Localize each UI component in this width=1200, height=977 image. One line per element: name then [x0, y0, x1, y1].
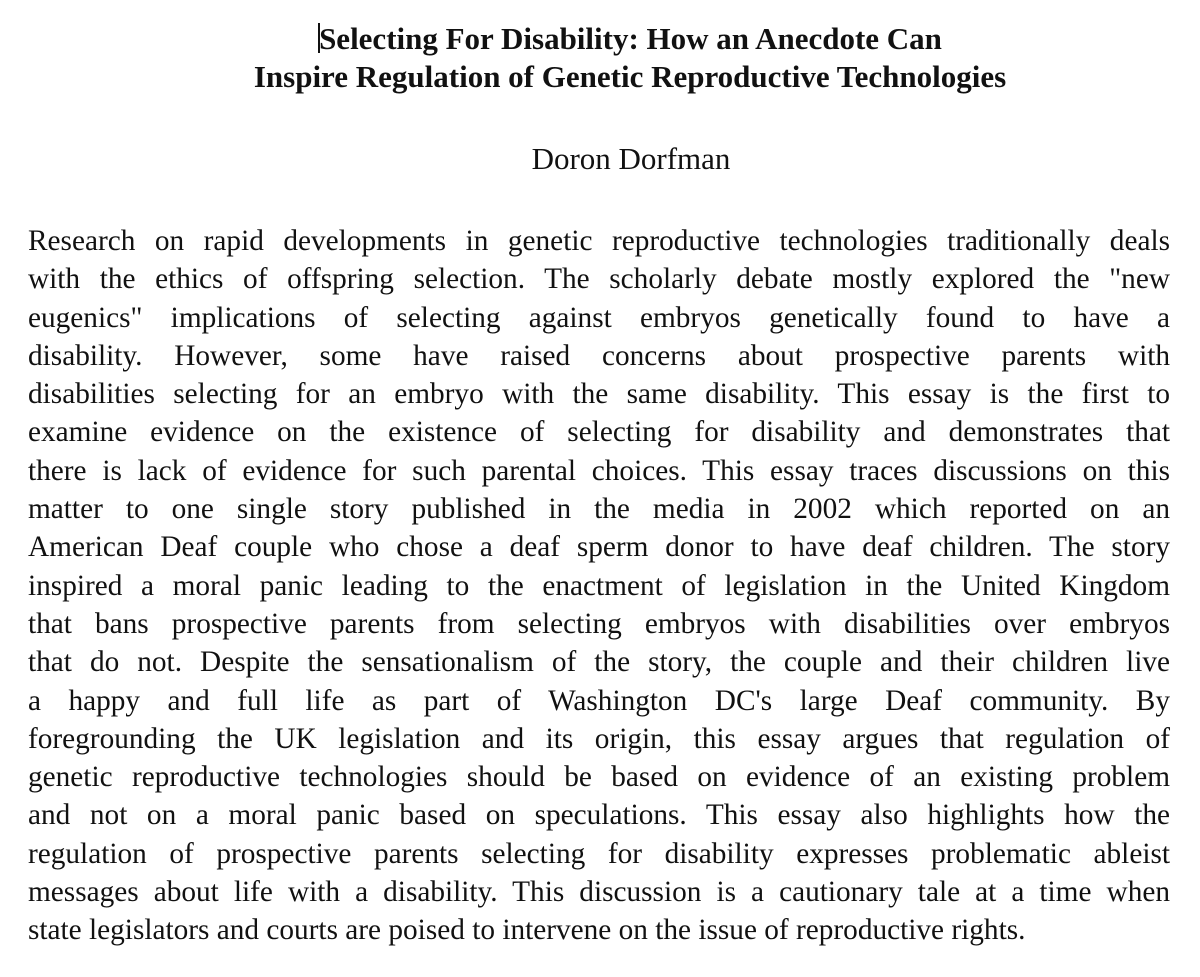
paper-title-line-1: [0, 20, 1200, 58]
abstract-line: with the ethics of offspring selection. The scholarly debate mostly explored the "new: [28, 263, 1170, 296]
paper-author: Doron Dorfman: [531, 141, 731, 176]
paper-title-line-1-text: Selecting For Disability: How an Anecdote Can: [319, 21, 942, 56]
abstract-line: there is lack of evidence for such parental choices. This essay traces discussions on this: [28, 454, 1170, 487]
abstract-line-last: state legislators and courts are poised to intervene on the issue of reproductive rights.: [28, 914, 1026, 947]
abstract-line: that bans prospective parents from selecting embryos with disabilities over embryos: [28, 607, 1170, 640]
abstract-line: messages about life with a disability. This discussion is a cautionary tale at a time when: [28, 876, 1170, 909]
abstract-line: eugenics" implications of selecting against embryos genetically found to have a: [28, 301, 1170, 334]
abstract-line: examine evidence on the existence of selecting for disability and demonstrates that: [28, 416, 1170, 449]
abstract-line: inspired a moral panic leading to the enactment of legislation in the United Kingdom: [28, 569, 1170, 602]
abstract-line: and not on a moral panic based on speculations. This essay also highlights how the: [28, 799, 1170, 832]
paper-title-line-2: Inspire Regulation of Genetic Reproductive Technologies: [253, 59, 1007, 94]
abstract-line: American Deaf couple who chose a deaf sperm donor to have deaf children. The story: [28, 531, 1170, 564]
paper-abstract: [28, 222, 1170, 950]
abstract-line: disability. However, some have raised concerns about prospective parents with: [28, 339, 1170, 372]
abstract-line: regulation of prospective parents selecting for disability expresses problematic ableist: [28, 837, 1170, 870]
abstract-line: disabilities selecting for an embryo with the same disability. This essay is the first to: [28, 378, 1170, 411]
abstract-line: a happy and full life as part of Washington DC's large Deaf community. By: [28, 684, 1170, 717]
abstract-line: matter to one single story published in the media in 2002 which reported on an: [28, 493, 1170, 526]
paper-title: [0, 20, 1200, 96]
abstract-line: Research on rapid developments in genetic reproductive technologies traditionally deals: [28, 225, 1170, 257]
abstract-line: foregrounding the UK legislation and its origin, this essay argues that regulation of: [28, 722, 1170, 755]
abstract-line: that do not. Despite the sensationalism of the story, the couple and their children live: [28, 646, 1170, 679]
abstract-line: genetic reproductive technologies should be based on evidence of an existing problem: [28, 761, 1170, 794]
